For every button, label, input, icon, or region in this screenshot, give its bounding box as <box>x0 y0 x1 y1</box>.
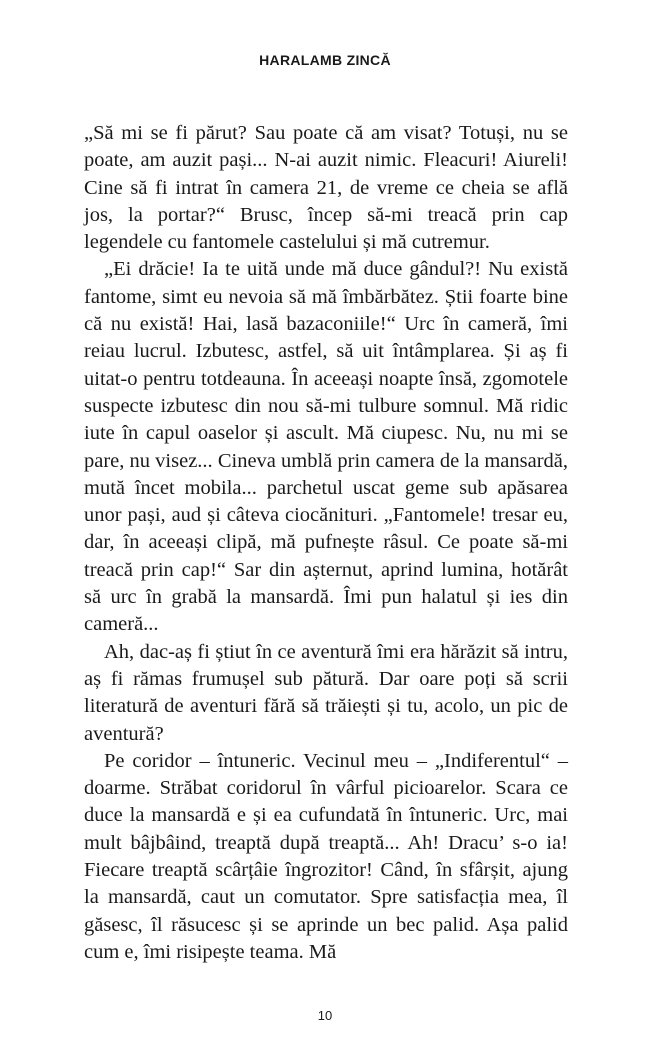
running-header: HARALAMB ZINCĂ <box>259 52 391 68</box>
body-text <box>84 120 568 966</box>
paragraph-2: „Ei drăcie! Ia te uită unde mă duce gândul?! Nu există fantome, simt eu nevoia să mă îmbărbătez. Știi foarte bine că nu există! Hai, lasă bazaconiile!“ Urc în cameră, îmi reiau lucrul. Izbutesc, astfel, să uit întâmplarea. Și aș fi uitat-o pentru totdeauna. În aceeași noapte însă, zgomotele suspecte izbutesc din nou să-mi tulbure somnul. Mă ridic iute în capul oaselor și ascult. Mă ciupesc. Nu, nu mi se pare, nu visez... Cineva umblă prin camera de la mansardă, mută încet mobila... parchetul uscat geme sub apăsarea unor pași, aud și câteva ciocănituri. „Fantomele! tresar eu, dar, în aceeași clipă, mă pufnește râsul. Ce poate să-mi treacă prin cap!“ Sar din așternut, aprind lumina, hotărât să urc în grabă la mansardă. Îmi pun halatul și ies din cameră... <box>84 258 568 636</box>
paragraph-3: Ah, dac-aș fi știut în ce aventură îmi era hărăzit să intru, aș fi rămas frumușel sub pătură. Dar oare poți să scrii literatură de aventuri fără să trăiești și tu, acolo, un pic de aventură? <box>84 640 568 745</box>
page-number: 10 <box>317 1008 333 1023</box>
paragraph-1: „Să mi se fi părut? Sau poate că am visat? Totuși, nu se poate, am auzit pași... N-ai auzit nimic. Fleacuri! Aiureli! Cine să fi intrat în camera 21, de vreme ce cheia se află jos, la portar?“ Brusc, încep să-mi treacă prin cap legendele cu fantomele castelului și mă cutremur. <box>84 122 568 254</box>
paragraph-4: Pe coridor – întuneric. Vecinul meu – „Indiferentul“ – doarme. Străbat coridorul în vârful picioarelor. Scara ce duce la mansardă e și ea cufundată în întuneric. Urc, mai mult bâjbâind, treaptă după treaptă... Ah! Dracu’ s-o ia! Fiecare treaptă scârțâie îngrozitor! Când, în sfârșit, ajung la mansardă, caut un comutator. Spre satisfacția mea, îl găsesc, îl răsucesc și se aprinde un bec palid. Așa palid cum e, îmi risipește teama. Mă <box>84 749 568 963</box>
